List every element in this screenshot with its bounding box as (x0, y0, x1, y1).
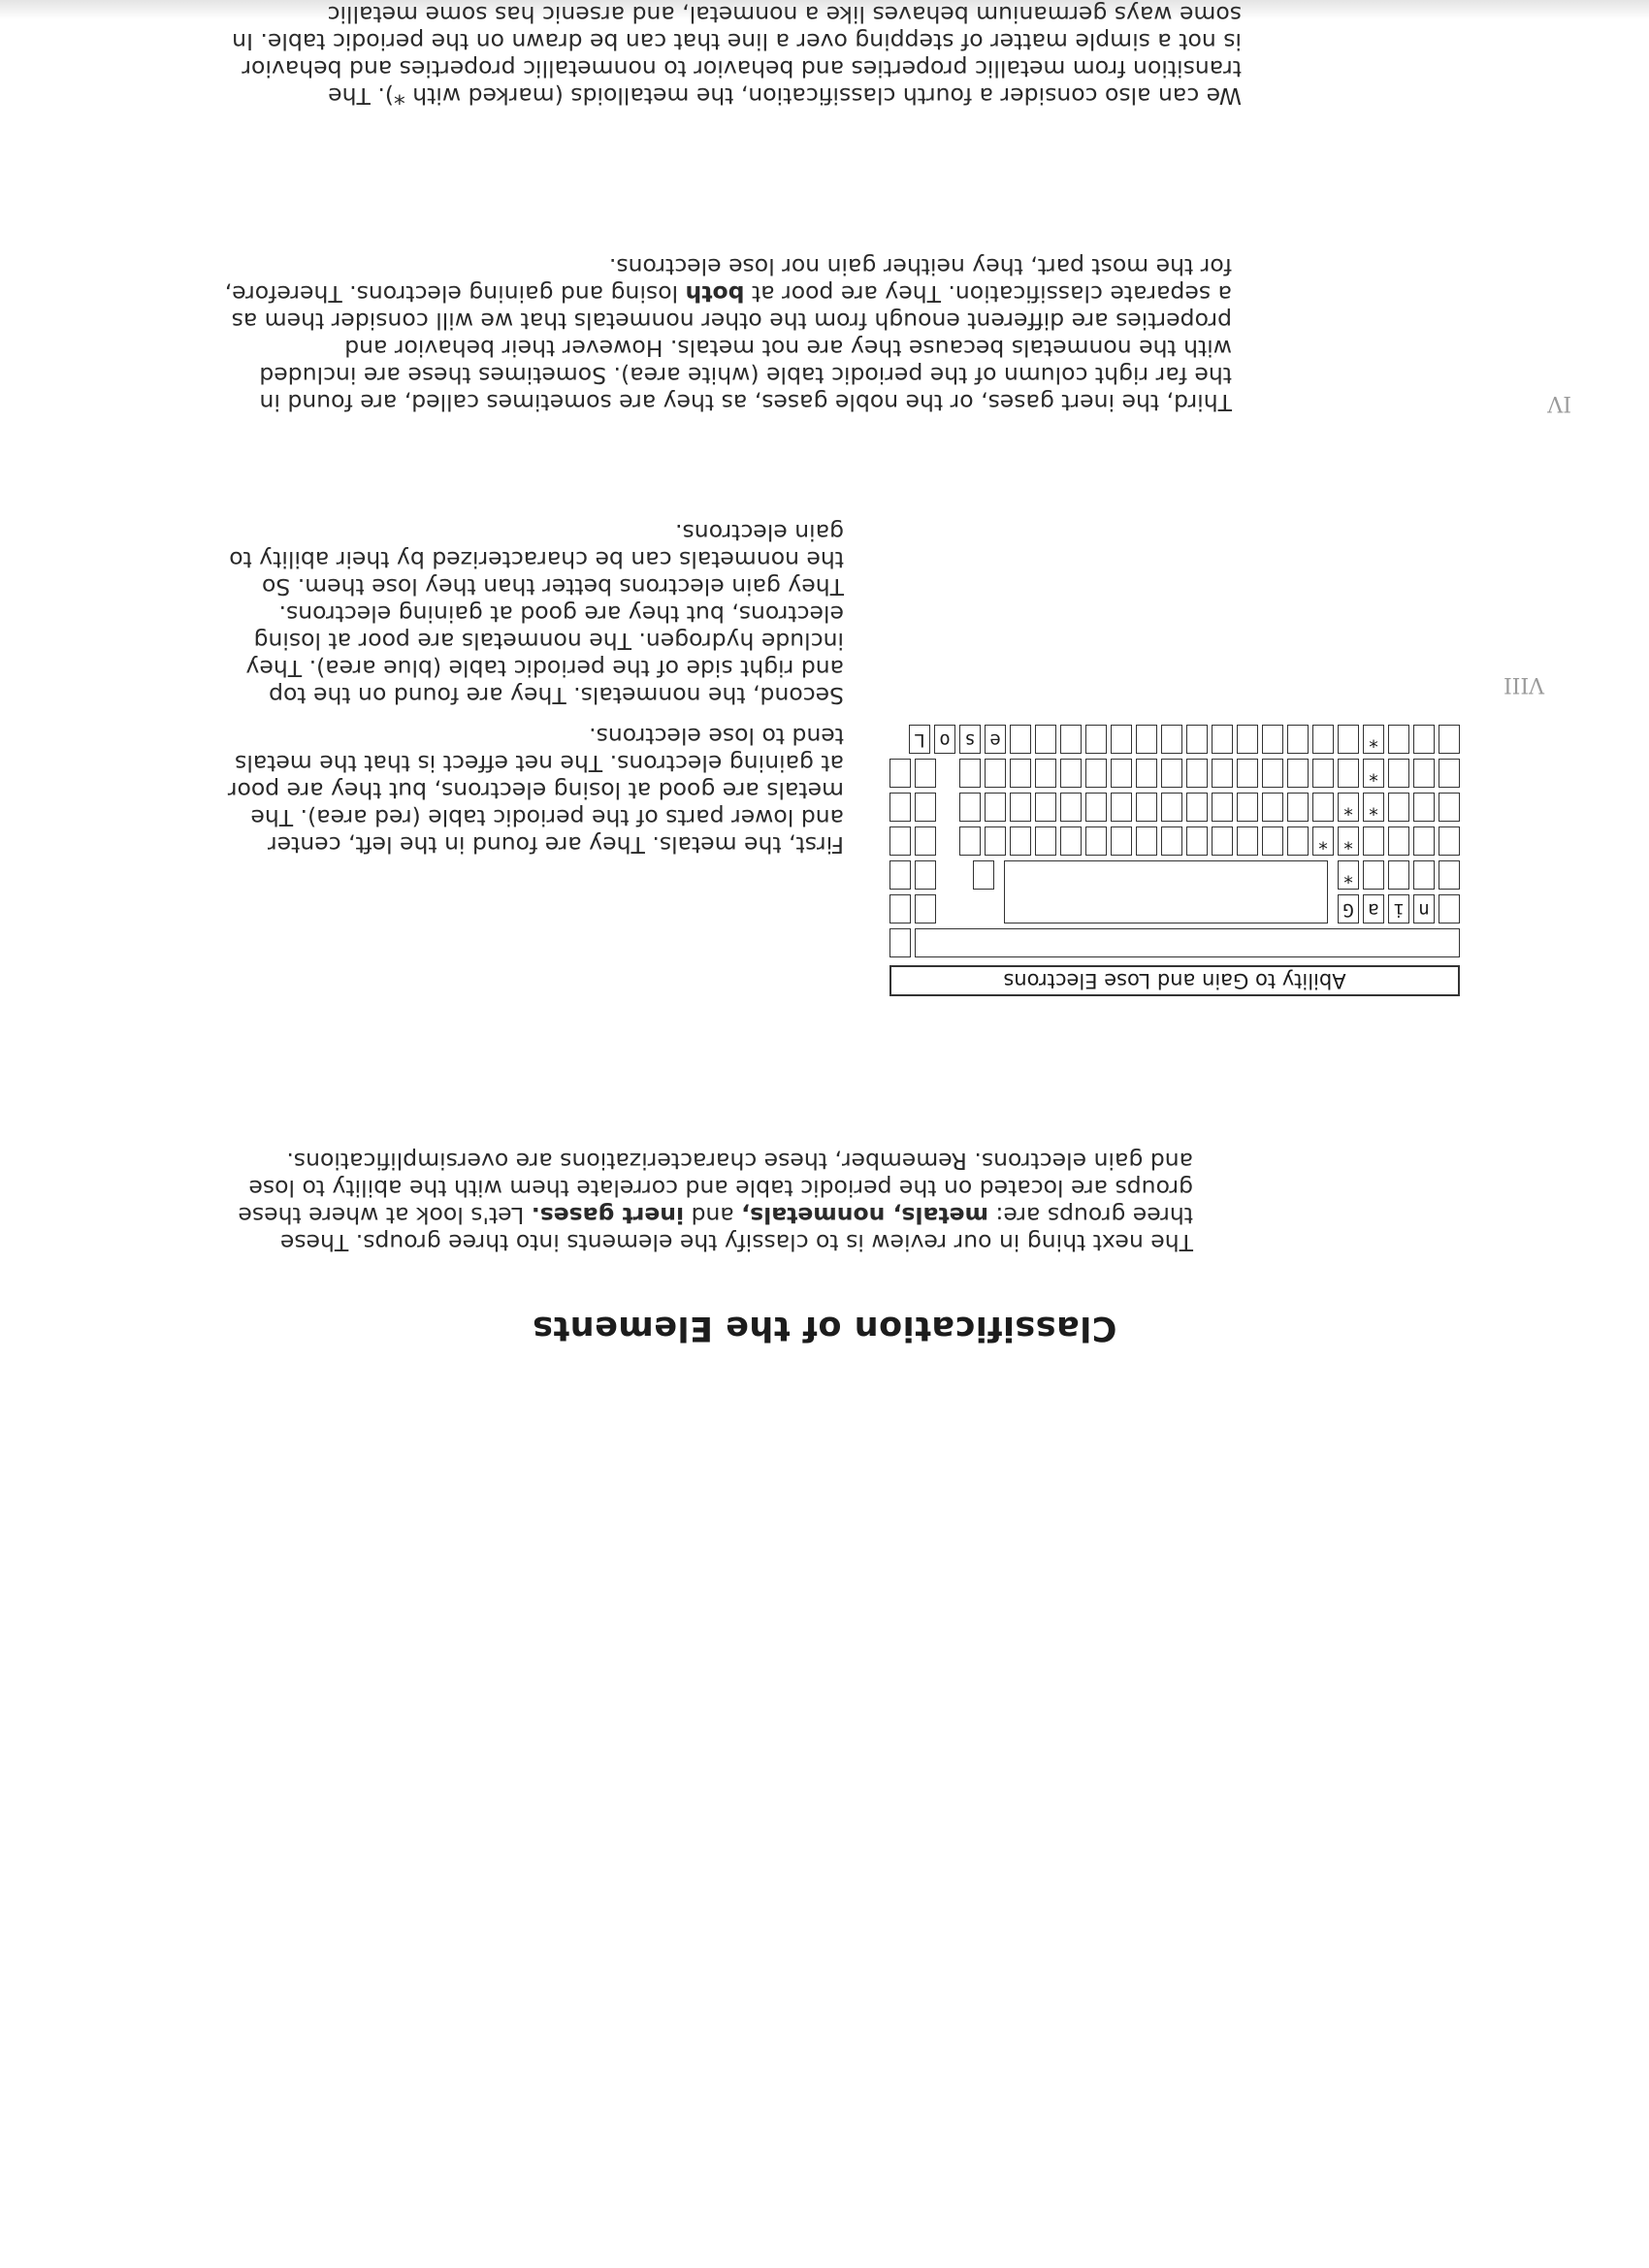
table-cell (1287, 759, 1309, 788)
table-cell (1388, 725, 1409, 754)
table-cell (1085, 725, 1107, 754)
table-cell (1262, 759, 1283, 788)
table-cell (915, 826, 936, 856)
metalloid-cell: * (1312, 826, 1334, 856)
table-cell (1035, 759, 1056, 788)
table-cell (1413, 860, 1435, 890)
metalloids-paragraph: We can also consider a fourth classification, the metalloids (marked with *). The transition from metallic properties and behavior to nonmetallic properties and behavior is not a simple matter of stepping over a line that can be drawn on the periodic table. In some ways germanium behaves like a nonmetal, and arsenic has some metallic (232, 1, 1242, 110)
figure-caption: Ability to Gain and Lose Electrons (889, 965, 1460, 996)
table-cell (1262, 725, 1283, 754)
table-cell (1312, 793, 1334, 822)
intro-text-3: Let's look at where these groups are located on the periodic table and correlate them with the ability to lose and gain electrons. Remember, these characterizations are oversimplifications. (238, 1148, 1193, 1229)
intro-text-1: The next thing in our review is to classify the elements into three groups. These three groups are: (279, 1202, 1193, 1256)
table-cell (1186, 725, 1208, 754)
gain-lose-periodic-table (886, 609, 1460, 996)
margin-handwriting-viii: VIII (1504, 672, 1544, 697)
table-cell (1111, 793, 1132, 822)
table-cell (1413, 826, 1435, 856)
table-cell (1439, 826, 1460, 856)
table-cell (1363, 826, 1384, 856)
table-cell (1136, 793, 1157, 822)
table-cell (1161, 725, 1182, 754)
gain-letter-cell: G (1338, 894, 1359, 923)
table-cell (1312, 725, 1334, 754)
lose-letter-cell: e (985, 725, 1006, 754)
table-cell (889, 928, 911, 957)
table-cell (1287, 826, 1309, 856)
table-cell (1136, 725, 1157, 754)
table-cell (1287, 725, 1309, 754)
intro-paragraph (223, 1148, 1193, 1256)
table-cell (1388, 793, 1409, 822)
table-cell (1262, 826, 1283, 856)
table-row-1-span (915, 928, 1460, 957)
table-cell (1161, 759, 1182, 788)
table-cell (985, 759, 1006, 788)
page-title: Classification of the Elements (532, 1309, 1117, 1347)
table-cell (959, 793, 981, 822)
lose-letter-cell: s (959, 725, 981, 754)
table-cell (1010, 793, 1031, 822)
table-cell (1388, 860, 1409, 890)
lose-letter-cell: o (934, 725, 955, 754)
inert-text-2: losing and gaining electrons. Therefore, for the most part, they neither gain nor lose electrons. (224, 253, 1232, 308)
table-cell (1338, 725, 1359, 754)
table-cell (889, 860, 911, 890)
table-cell (889, 826, 911, 856)
table-cell (1186, 793, 1208, 822)
table-cell (1338, 759, 1359, 788)
metalloid-cell: * (1363, 793, 1384, 822)
table-cell (1010, 725, 1031, 754)
table-cell (915, 894, 936, 923)
table-cell (1388, 759, 1409, 788)
nonmetals-paragraph: Second, the nonmetals. They are found on the top and right side of the periodic table (blue area). They include hydrogen. The nonmetals are poor at losing electrons, but they are good at gaining electrons. They gain electrons better than they lose them. So the nonmetals can be characterized by their ability to gain electrons. (229, 519, 844, 709)
table-cell (1035, 725, 1056, 754)
table-cell (1262, 793, 1283, 822)
inert-text-1: Third, the inert gases, or the noble gases, as they are sometimes called, are found in the far right column of the periodic table (white area). Sometimes these are included with the nonmetals because they are not metals. However their behavior and properties are different enough from the other nonmetals that we will consider them as a separate classification. They are poor at (231, 280, 1232, 416)
table-cell (1212, 759, 1233, 788)
table-cell (959, 826, 981, 856)
table-cell (985, 826, 1006, 856)
table-cell (1237, 793, 1258, 822)
table-cell (1111, 725, 1132, 754)
table-cell (1312, 759, 1334, 788)
table-cell (1111, 826, 1132, 856)
metals-nonmetals-column (223, 519, 844, 859)
intro-bold-metals-nonmetals: metals, nonmetals, (741, 1202, 988, 1229)
table-cell (1439, 725, 1460, 754)
metalloid-cell: * (1338, 860, 1359, 890)
table-cell (1085, 793, 1107, 822)
table-cell (889, 894, 911, 923)
margin-handwriting-iv: IV (1547, 391, 1571, 415)
table-cell (1035, 826, 1056, 856)
table-cell (1010, 826, 1031, 856)
table-cell (1439, 759, 1460, 788)
table-cell (1186, 759, 1208, 788)
table-cell (915, 793, 936, 822)
table-cell (1237, 826, 1258, 856)
table-cell (1060, 759, 1082, 788)
table-cell (1111, 759, 1132, 788)
table-cell (1287, 793, 1309, 822)
table-cell (1439, 793, 1460, 822)
table-cell (889, 759, 911, 788)
table-cell (1413, 759, 1435, 788)
table-cell (1237, 759, 1258, 788)
table-cell (915, 759, 936, 788)
table-cell (1186, 826, 1208, 856)
table-cell (1212, 793, 1233, 822)
table-cell (1085, 826, 1107, 856)
table-cell (1212, 725, 1233, 754)
table-cell (1212, 826, 1233, 856)
metals-paragraph: First, the metals. They are found in the left, center and lower parts of the periodic table (red area). The metals are good at losing electrons, but they are poor at gaining electrons. The net effect is that the metals tend to lose electrons. (227, 723, 844, 859)
intro-text-2: and (684, 1202, 742, 1229)
gain-letter-cell: n (1413, 894, 1435, 923)
table-cell (1161, 826, 1182, 856)
table-cell (1413, 725, 1435, 754)
table-cell (1439, 894, 1460, 923)
table-cell (1060, 793, 1082, 822)
table-cell (1237, 725, 1258, 754)
table-cell (1060, 826, 1082, 856)
metalloid-cell: * (1363, 725, 1384, 754)
table-cell (1136, 759, 1157, 788)
table-cell (1136, 826, 1157, 856)
table-cell (1085, 759, 1107, 788)
table-cell (1439, 860, 1460, 890)
table-cell (889, 793, 911, 822)
inert-bold-both: both (685, 280, 745, 308)
table-gap-box (1004, 860, 1328, 923)
table-cell (959, 759, 981, 788)
table-cell (985, 793, 1006, 822)
table-cell (1413, 793, 1435, 822)
table-cell (1161, 793, 1182, 822)
metalloid-cell: * (1363, 759, 1384, 788)
metalloid-cell: * (1338, 793, 1359, 822)
gain-letter-cell: a (1363, 894, 1384, 923)
table-cell (1010, 759, 1031, 788)
inert-gases-paragraph (223, 253, 1232, 416)
lose-letter-cell: L (909, 725, 930, 754)
table-cell (1363, 860, 1384, 890)
metalloid-cell: * (1338, 826, 1359, 856)
table-cell (1035, 793, 1056, 822)
gain-letter-cell: i (1388, 894, 1409, 923)
table-cell (973, 860, 994, 890)
intro-bold-inert-gases: inert gases. (531, 1202, 685, 1229)
table-cell (1060, 725, 1082, 754)
table-cell (1388, 826, 1409, 856)
table-cell (915, 860, 936, 890)
